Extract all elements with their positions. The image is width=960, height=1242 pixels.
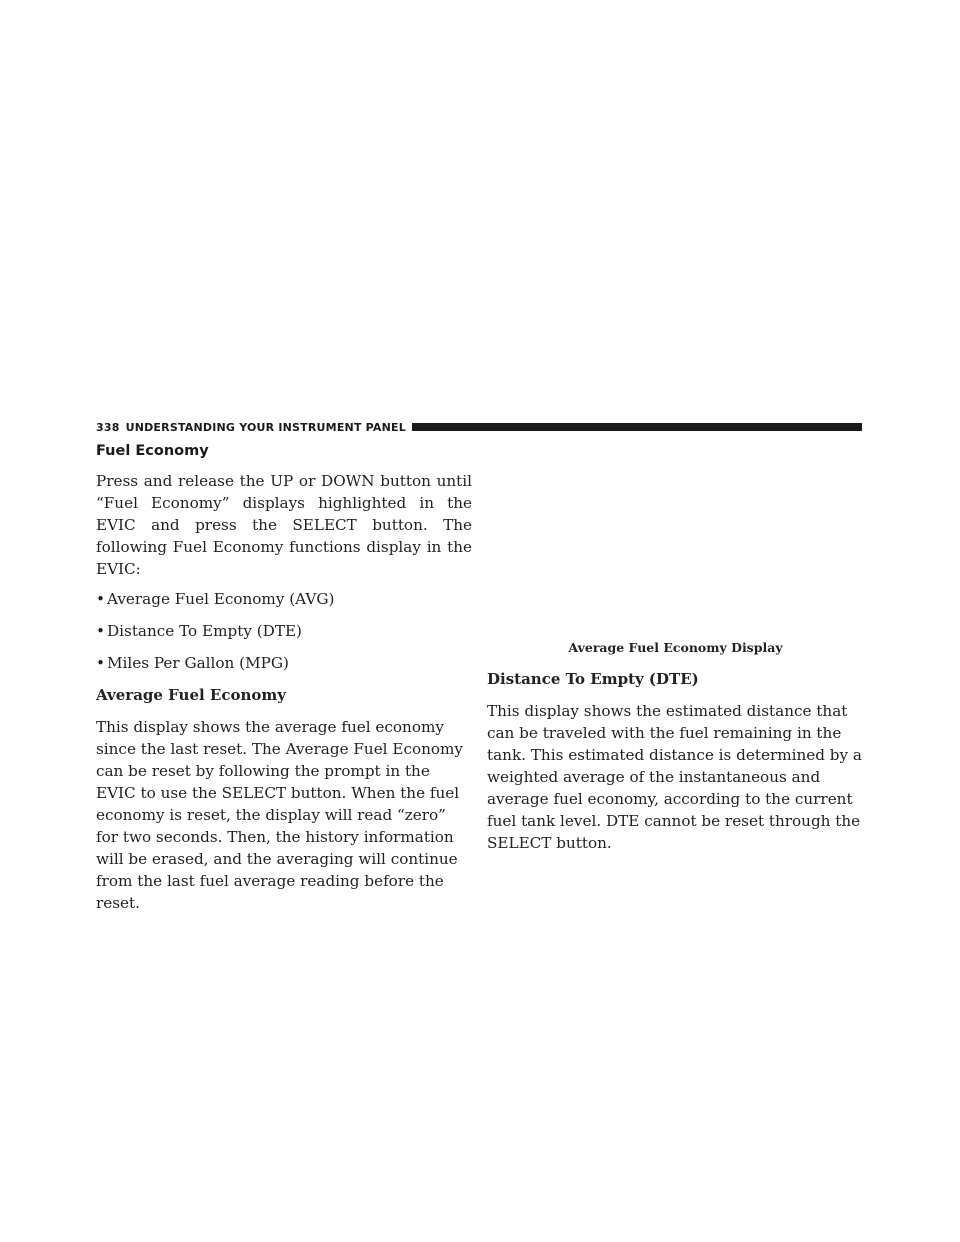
section-title: UNDERSTANDING YOUR INSTRUMENT PANEL bbox=[125, 420, 406, 434]
bullet-icon: • bbox=[96, 622, 105, 640]
avg-fuel-economy-paragraph: This display shows the average fuel economy since the last reset. The Average Fuel Economy can be reset by following the prompt in the EVIC to use the SELECT button. When the fuel economy is reset, the display will read “zero” for two seconds. Then, the history information will be erased, and the averaging will continue from the last fuel average reading before the reset. bbox=[96, 718, 464, 912]
page-header bbox=[96, 420, 862, 434]
dte-heading: Distance To Empty (DTE) bbox=[487, 670, 699, 688]
intro-paragraph: Press and release the UP or DOWN button until “Fuel Economy” displays highlighted in the EVIC and press the SELECT button. The following Fuel Economy functions display in the EVIC: bbox=[96, 472, 472, 578]
function-list bbox=[96, 588, 472, 674]
bullet-icon: • bbox=[96, 654, 105, 672]
dte-paragraph: This display shows the estimated distance that can be traveled with the fuel remaining in the tank. This estimated distance is determined by a weighted average of the instantaneous and average fuel economy, according to the current fuel tank level. DTE cannot be reset through the SELECT button. bbox=[487, 702, 862, 852]
bullet-icon: • bbox=[96, 590, 105, 608]
right-column bbox=[487, 668, 864, 862]
page-number: 338 bbox=[96, 420, 120, 434]
figure-caption: Average Fuel Economy Display bbox=[568, 640, 783, 655]
list-item: • Distance To Empty (DTE) bbox=[96, 622, 302, 640]
list-item: • Miles Per Gallon (MPG) bbox=[96, 654, 289, 672]
figure-placeholder bbox=[487, 448, 864, 632]
header-rule bbox=[412, 423, 862, 431]
left-column bbox=[96, 440, 472, 922]
avg-fuel-economy-heading: Average Fuel Economy bbox=[96, 686, 286, 704]
list-item: • Average Fuel Economy (AVG) bbox=[96, 590, 335, 608]
fuel-economy-heading: Fuel Economy bbox=[96, 443, 209, 459]
